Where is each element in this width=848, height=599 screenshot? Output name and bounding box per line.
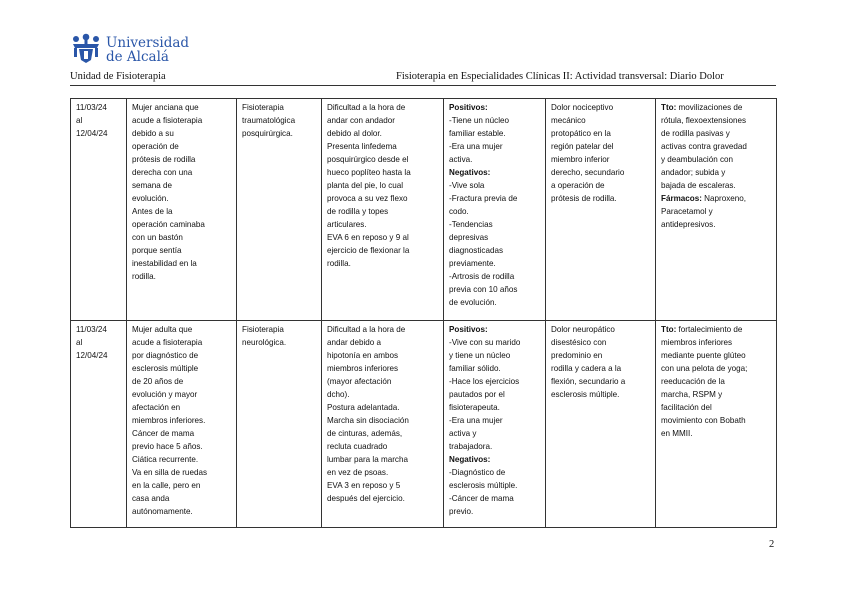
university-crest-icon [70, 32, 104, 66]
text-line: al [76, 338, 83, 347]
text-line: andador; subida y [661, 168, 726, 177]
text-line: esclerosis múltiple. [551, 390, 620, 399]
text-line: Fisioterapia [242, 103, 284, 112]
text-line: Presenta linfedema [327, 142, 397, 151]
date-cell [71, 99, 127, 321]
text-line: EVA 6 en reposo y 9 al [327, 233, 409, 242]
negative-factors-list [449, 466, 541, 518]
text-line: 12/04/24 [76, 129, 108, 138]
text-line: codo. [449, 207, 469, 216]
text-line: recluta cuadrado [327, 442, 388, 451]
text-line: hueco poplíteo hasta la [327, 168, 411, 177]
text-line: acude a fisioterapia [132, 116, 203, 125]
text-line: -Fractura previa de [449, 194, 518, 203]
text-line: rodilla. [327, 259, 351, 268]
text-line: inestabilidad en la [132, 259, 197, 268]
text-line: depresivas [449, 233, 489, 242]
text-line: andar con andador [327, 116, 395, 125]
text-line: lumbar para la marcha [327, 455, 408, 464]
text-line: -Era una mujer [449, 142, 503, 151]
negative-factors-heading: Negativos: [449, 455, 491, 464]
text-line: porque sentía [132, 246, 182, 255]
text-line: -Tiene un núcleo [449, 116, 509, 125]
text-line: previo. [449, 507, 474, 516]
text-line: en la calle, pero en [132, 481, 201, 490]
drugs-text [661, 192, 772, 231]
text-line: acude a fisioterapia [132, 338, 203, 347]
text-line: rodilla. [132, 272, 156, 281]
text-line: y tiene un núcleo [449, 351, 511, 360]
text-line: casa anda [132, 494, 170, 503]
text-line: trabajadora. [449, 442, 493, 451]
text-line: de rodilla pasivas y [661, 129, 730, 138]
text-line: planta del pie, lo cual [327, 181, 404, 190]
text-line: al [76, 116, 83, 125]
factors-cell [444, 321, 546, 528]
text-line: 11/03/24 [76, 325, 107, 334]
text-line: Cáncer de mama [132, 429, 195, 438]
text-line: prótesis de rodilla. [551, 194, 617, 203]
text-line: movimiento con Bobath [661, 416, 746, 425]
positive-factors-list [449, 336, 541, 453]
text-line: dcho). [327, 390, 350, 399]
text-line: Dolor neuropático [551, 325, 615, 334]
pain-type-cell [546, 321, 656, 528]
difficulty-cell [322, 321, 444, 528]
text-line: predominio en [551, 351, 603, 360]
text-line: Dificultad a la hora de [327, 103, 406, 112]
text-line: por diagnóstico de [132, 351, 199, 360]
text-line: derecha con una [132, 168, 193, 177]
text-line: hipotonía en ambos [327, 351, 399, 360]
text-line: rodilla y cadera a la [551, 364, 622, 373]
text-line: debido al dolor. [327, 129, 382, 138]
specialty-cell [237, 321, 322, 528]
text-line: -Era una mujer [449, 416, 503, 425]
treatment-text [661, 101, 772, 192]
text-line [661, 192, 772, 205]
text-line: Va en silla de ruedas [132, 468, 207, 477]
text-line: operación caminaba [132, 220, 205, 229]
text-line: operación de [132, 142, 179, 151]
text-line: andar debido a [327, 338, 382, 347]
text-line: posquirúrgico desde el [327, 155, 409, 164]
text-line: Postura adelantada. [327, 403, 400, 412]
case-cell [127, 321, 237, 528]
university-name-line1: Universidad [106, 35, 190, 51]
text-line: afectación en [132, 403, 181, 412]
text-line: miembros inferiores [327, 364, 399, 373]
treatment-cell [656, 321, 777, 528]
text-line: en vez de psoas. [327, 468, 389, 477]
text-line: con un bastón [132, 233, 183, 242]
text-line: activa. [449, 155, 473, 164]
text-line: posquirúrgica. [242, 129, 293, 138]
header-divider [70, 85, 776, 86]
text-line: autónomamente. [132, 507, 193, 516]
text-line: de cinturas, además, [327, 429, 403, 438]
text-line: Antes de la [132, 207, 173, 216]
text-line: flexión, secundario a [551, 377, 626, 386]
table-row [71, 99, 777, 321]
negative-factors-heading: Negativos: [449, 168, 491, 177]
case-cell [127, 99, 237, 321]
text-line: activas contra gravedad [661, 142, 747, 151]
factors-cell [444, 99, 546, 321]
text-line: disestésico con [551, 338, 607, 347]
text-line: antidepresivos. [661, 220, 716, 229]
text-line: -Artrosis de rodilla [449, 272, 515, 281]
text-line: mediante puente glúteo [661, 351, 746, 360]
text-line: mecánico [551, 116, 586, 125]
text-line: Paracetamol y [661, 207, 713, 216]
text-line [661, 323, 772, 336]
text-line: marcha, RSPM y [661, 390, 723, 399]
text-line: 11/03/24 [76, 103, 107, 112]
text-line: familiar sólido. [449, 364, 501, 373]
text-line [661, 101, 772, 114]
treatment-text [661, 323, 772, 440]
inline-label: Tto: [661, 103, 677, 112]
positive-factors-list [449, 114, 541, 166]
text-line: neurológica. [242, 338, 287, 347]
treatment-cell [656, 99, 777, 321]
text-line: Mujer adulta que [132, 325, 193, 334]
text-line: -Hace los ejercicios [449, 377, 520, 386]
text-line: diagnosticadas [449, 246, 503, 255]
text-line: evolución y mayor [132, 390, 198, 399]
inline-label: Fármacos: [661, 194, 702, 203]
text-line: facilitación del [661, 403, 712, 412]
inline-label: Tto: [661, 325, 677, 334]
text-line: EVA 3 en reposo y 5 [327, 481, 401, 490]
text-line: con una pelota de yoga; [661, 364, 748, 373]
inline-text: Naproxeno, [701, 194, 747, 203]
text-line: -Tendencias [449, 220, 493, 229]
text-line: Mujer anciana que [132, 103, 199, 112]
text-line: y deambulación con [661, 155, 733, 164]
text-line: ejercicio de flexionar la [327, 246, 410, 255]
text-line: derecho, secundario [551, 168, 625, 177]
positive-factors-heading: Positivos: [449, 103, 488, 112]
text-line: esclerosis múltiple [132, 364, 199, 373]
text-line: de rodilla y topes [327, 207, 389, 216]
text-line: Dificultad a la hora de [327, 325, 406, 334]
text-line: -Diagnóstico de [449, 468, 506, 477]
text-line: previamente. [449, 259, 496, 268]
text-line: protopático en la [551, 129, 611, 138]
text-line: prótesis de rodilla [132, 155, 196, 164]
unit-label: Unidad de Fisioterapia [70, 71, 166, 82]
text-line: previo hace 5 años. [132, 442, 203, 451]
text-line: reeducación de la [661, 377, 725, 386]
difficulty-cell [322, 99, 444, 321]
text-line: traumatológica [242, 116, 296, 125]
text-line: previa con 10 años [449, 285, 518, 294]
text-line: Ciática recurrente. [132, 455, 199, 464]
inline-text: movilizaciones de [676, 103, 743, 112]
text-line: pautados por el [449, 390, 505, 399]
text-line: rótula, flexoextensiones [661, 116, 747, 125]
text-line: a operación de [551, 181, 605, 190]
pain-type-cell [546, 99, 656, 321]
text-line: después del ejercicio. [327, 494, 405, 503]
document-title: Fisioterapia en Especialidades Clínicas II: Actividad transversal: Diario Dolor [396, 71, 724, 82]
text-line: evolución. [132, 194, 169, 203]
pain-diary-table [70, 98, 777, 528]
university-name-line2: de Alcalá [106, 49, 169, 65]
date-cell [71, 321, 127, 528]
text-line: Dolor nociceptivo [551, 103, 614, 112]
text-line: esclerosis múltiple. [449, 481, 518, 490]
text-line: en MMII. [661, 429, 693, 438]
university-name [106, 36, 189, 64]
text-line: miembros inferiores. [132, 416, 206, 425]
text-line: Marcha sin disociación [327, 416, 409, 425]
text-line: de evolución. [449, 298, 497, 307]
text-line: -Vive sola [449, 181, 485, 190]
text-line: (mayor afectación [327, 377, 392, 386]
text-line: activa y [449, 429, 477, 438]
text-line: miembro inferior [551, 155, 610, 164]
text-line: provoca a su vez flexo [327, 194, 408, 203]
text-line: región patelar del [551, 142, 614, 151]
text-line: de 20 años de [132, 377, 184, 386]
text-line: miembros inferiores [661, 338, 733, 347]
text-line: bajada de escaleras. [661, 181, 736, 190]
negative-factors-list [449, 179, 541, 309]
text-line: articulares. [327, 220, 367, 229]
positive-factors-heading: Positivos: [449, 325, 488, 334]
text-line: 12/04/24 [76, 351, 108, 360]
inline-text: fortalecimiento de [676, 325, 743, 334]
text-line: Fisioterapia [242, 325, 284, 334]
text-line: -Cáncer de mama [449, 494, 514, 503]
text-line: familiar estable. [449, 129, 506, 138]
text-line: -Vive con su marido [449, 338, 521, 347]
table-row [71, 321, 777, 528]
text-line: semana de [132, 181, 173, 190]
text-line: debido a su [132, 129, 174, 138]
page-number: 2 [769, 539, 775, 550]
text-line: fisioterapeuta. [449, 403, 500, 412]
specialty-cell [237, 99, 322, 321]
